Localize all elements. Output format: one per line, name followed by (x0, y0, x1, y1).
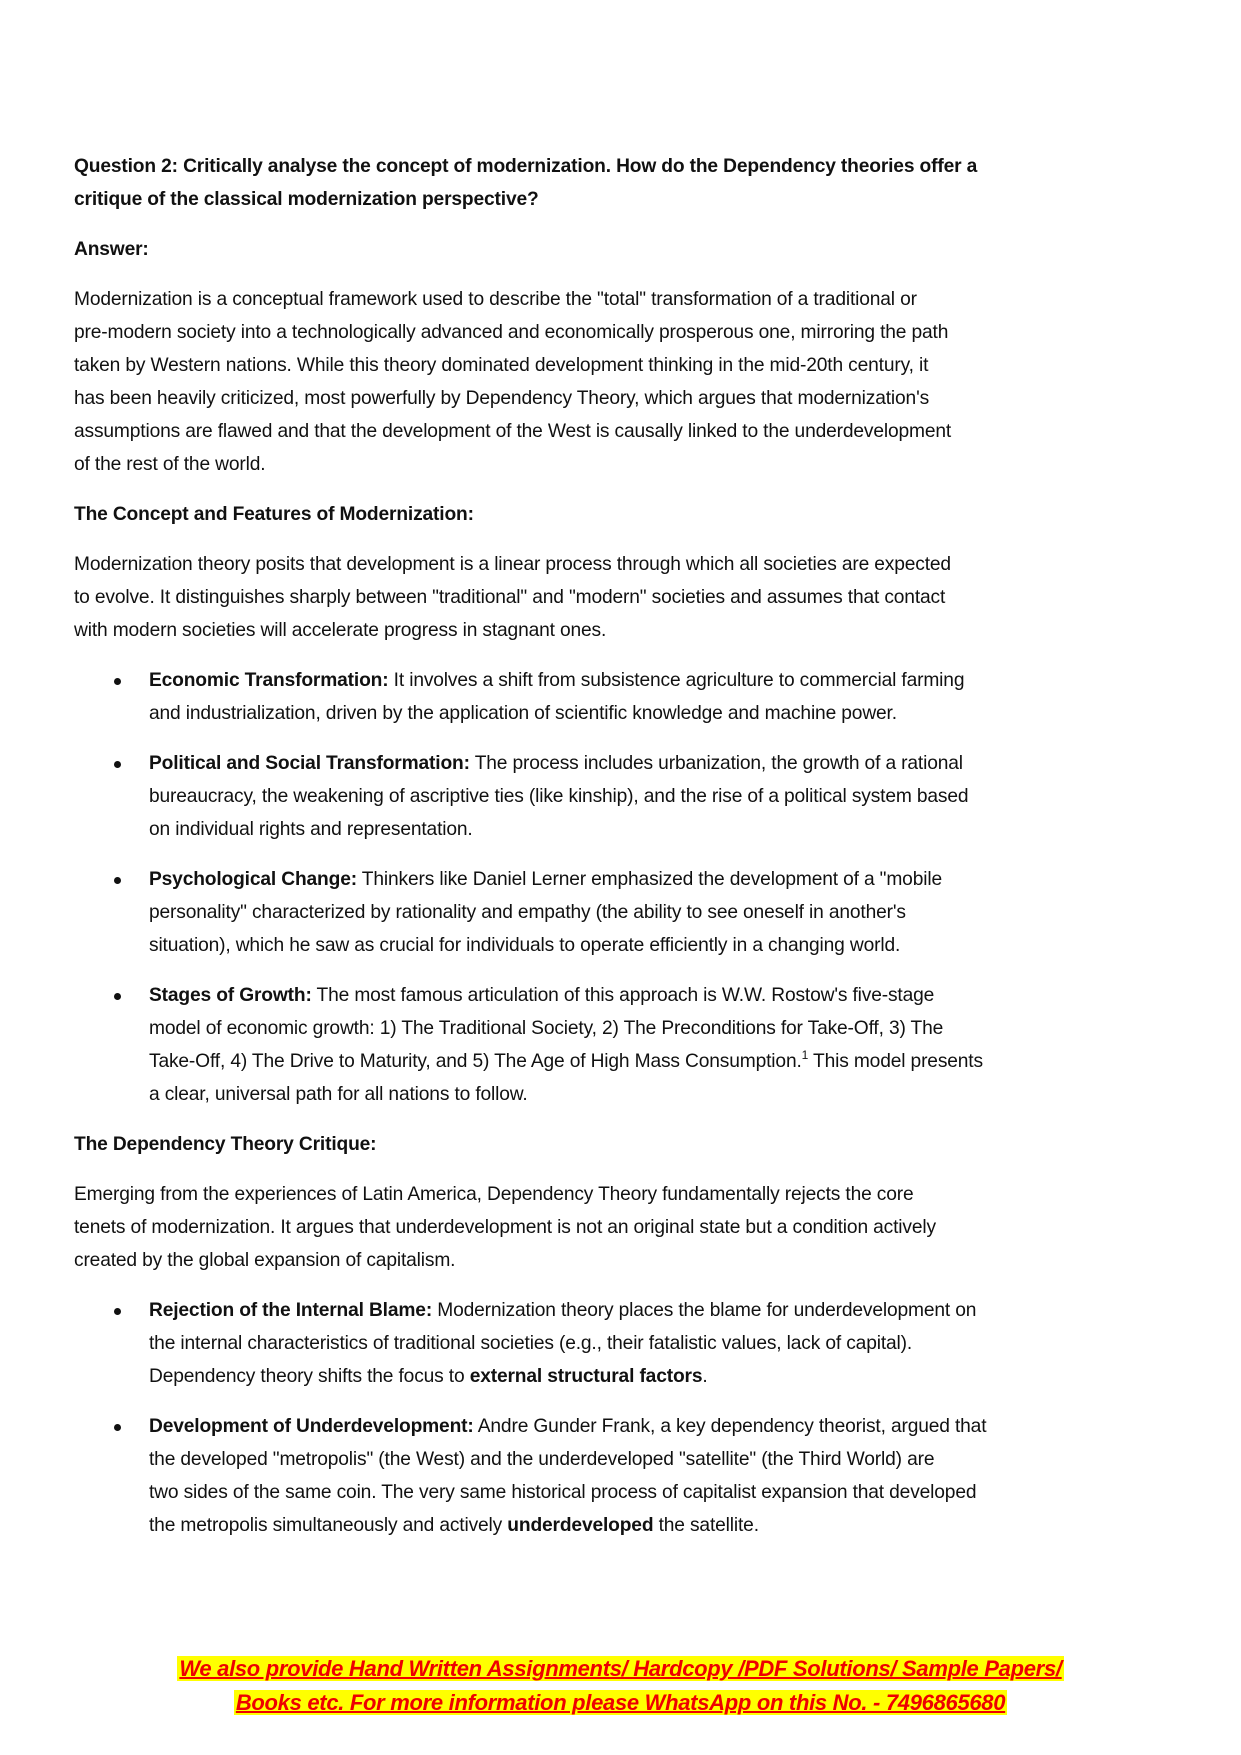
list-item: Political and Social Transformation: The process includes urbanization, the growth of a rational bureaucracy, the weakening of ascriptive ties (like kinship), and the rise of a political system based on individual rights and representation. (74, 747, 1164, 846)
document-page (74, 150, 1164, 1559)
bullet-icon (114, 761, 121, 768)
list-item: Economic Transformation: It involves a shift from subsistence agriculture to commercial farming and industrialization, driven by the application of scientific knowledge and machine power. (74, 664, 1164, 730)
list-item: Development of Underdevelopment: Andre Gunder Frank, a key dependency theorist, argued that the developed "metropolis" (the West) and the underdeveloped "satellite" (the Third World) are two sides of the same coin. The very same historical process of capitalist expansion that developed the metropolis simultaneously and actively underdeveloped the satellite. (74, 1410, 1164, 1542)
bullet-icon (114, 1424, 121, 1431)
dependency-paragraph: Emerging from the experiences of Latin America, Dependency Theory fundamentally rejects the core tenets of modernization. It argues that underdevelopment is not an original state but a condition actively created by the global expansion of capitalism. (74, 1184, 936, 1271)
promo-line-2-whatsapp[interactable]: Books etc. For more information please WhatsApp on this No. - 7496865680 (235, 1690, 1006, 1715)
list-item: Rejection of the Internal Blame: Modernization theory places the blame for underdevelopment on the internal characteristics of traditional societies (e.g., their fatalistic values, lack of capital). Dependency theory shifts the focus to external structural factors. (74, 1294, 1164, 1393)
promo-footer (0, 1652, 1241, 1720)
bullet-icon (114, 1308, 121, 1315)
section-heading-concept: The Concept and Features of Modernization: (74, 504, 474, 525)
features-list (74, 664, 1164, 1111)
footnote-marker[interactable]: 1 (801, 1047, 809, 1062)
bullet-icon (114, 877, 121, 884)
promo-line-1: We also provide Hand Written Assignments/ Hardcopy /PDF Solutions/ Sample Papers/ (179, 1656, 1062, 1681)
critique-list (74, 1294, 1164, 1542)
question-title: Question 2: Critically analyse the concept of modernization. How do the Dependency theories offer a critique of the classical modernization perspective? (74, 156, 978, 210)
concept-paragraph: Modernization theory posits that development is a linear process through which all societies are expected to evolve. It distinguishes sharply between "traditional" and "modern" societies and assumes that contact with modern societies will accelerate progress in stagnant ones. (74, 554, 951, 641)
list-item: Stages of Growth: The most famous articulation of this approach is W.W. Rostow's five-stage model of economic growth: 1) The Traditional Society, 2) The Preconditions for Take-Off, 3) The Take-Off, 4) The Drive to Maturity, and 5) The Age of High Mass Consumption.$^1$ This model presents a clear, universal path for all nations to follow. (74, 979, 1164, 1111)
list-item: Psychological Change: Thinkers like Daniel Lerner emphasized the development of a "mobile personality" characterized by rationality and empathy (the ability to see oneself in another's situation), which he saw as crucial for individuals to operate efficiently in a changing world. (74, 863, 1164, 962)
intro-paragraph: Modernization is a conceptual framework used to describe the "total" transformation of a traditional or pre-modern society into a technologically advanced and economically prosperous one, mirroring the path taken by Western nations. While this theory dominated development thinking in the mid-20th century, it has been heavily criticized, most powerfully by Dependency Theory, which argues that modernization's assumptions are flawed and that the development of the West is causally linked to the underdevelopment of the rest of the world. (74, 289, 952, 475)
bullet-icon (114, 678, 121, 685)
answer-label: Answer: (74, 239, 149, 260)
bullet-icon (114, 993, 121, 1000)
section-heading-dependency: The Dependency Theory Critique: (74, 1134, 377, 1155)
